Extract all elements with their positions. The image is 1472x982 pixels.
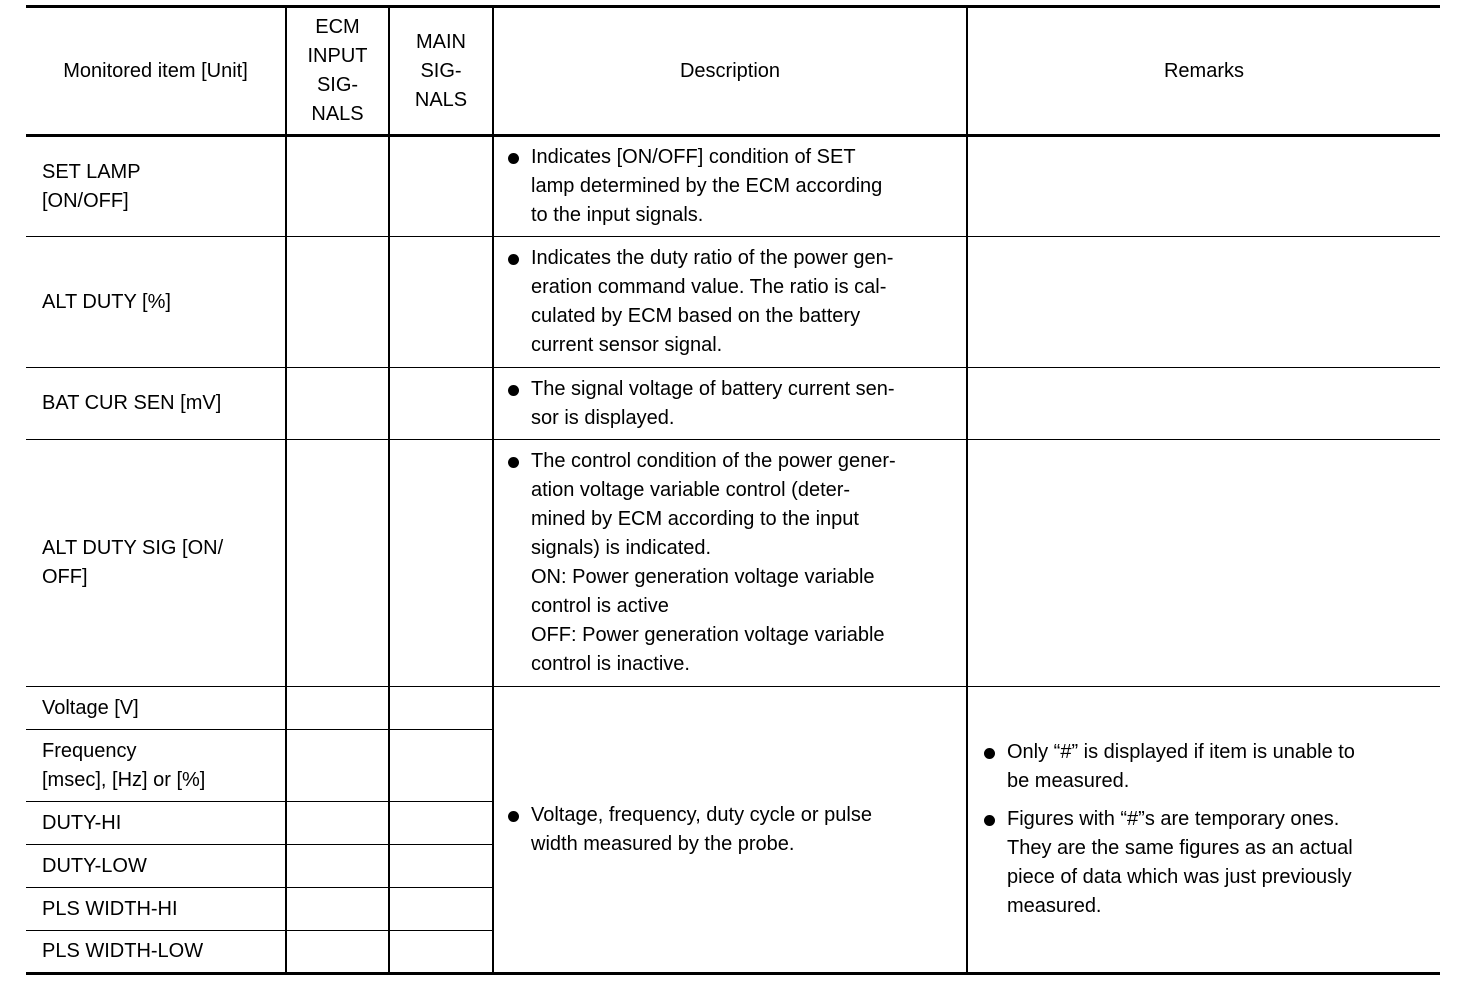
bullet-item bbox=[508, 801, 958, 859]
table-row bbox=[26, 687, 1440, 730]
monitor-item-table bbox=[26, 5, 1440, 975]
item-line: OFF] bbox=[42, 566, 88, 588]
bullet-icon bbox=[508, 254, 519, 265]
description-cell bbox=[493, 237, 967, 368]
monitored-item-cell bbox=[26, 931, 286, 974]
desc-line: culated by ECM based on the battery bbox=[531, 305, 861, 327]
remark-line: Figures with “#”s are temporary ones. bbox=[1007, 808, 1340, 830]
remark-line: measured. bbox=[1007, 895, 1102, 917]
desc-line: ON: Power generation voltage variable bbox=[531, 566, 875, 588]
desc-line: control is inactive. bbox=[531, 653, 690, 675]
bullet-item bbox=[984, 738, 1422, 796]
item-line: ALT DUTY [%] bbox=[42, 290, 171, 313]
item-line: DUTY-HI bbox=[42, 811, 122, 834]
desc-line: The control condition of the power gener- bbox=[531, 450, 896, 472]
main-signal-cell bbox=[389, 368, 493, 440]
bullet-item bbox=[508, 244, 958, 360]
bullet-item bbox=[508, 143, 958, 230]
header-line: SIG- bbox=[316, 74, 359, 96]
monitored-item-cell bbox=[26, 368, 286, 440]
remark-line: They are the same figures as an actual bbox=[1007, 837, 1353, 859]
bullet-icon bbox=[508, 457, 519, 468]
ecm-input-cell bbox=[286, 888, 389, 931]
main-signal-cell bbox=[389, 687, 493, 730]
monitored-item-cell bbox=[26, 730, 286, 802]
monitored-item-cell bbox=[26, 440, 286, 687]
desc-line: current sensor signal. bbox=[531, 334, 723, 356]
desc-line: OFF: Power generation voltage variable bbox=[531, 624, 885, 646]
item-line: Frequency bbox=[42, 739, 137, 762]
description-cell bbox=[493, 440, 967, 687]
monitored-item-cell bbox=[26, 237, 286, 368]
table-header-row bbox=[26, 7, 1440, 136]
ecm-input-cell bbox=[286, 237, 389, 368]
item-line: ALT DUTY SIG [ON/ bbox=[42, 537, 224, 559]
remark-line: piece of data which was just previously bbox=[1007, 866, 1352, 888]
probe-remarks-cell bbox=[967, 687, 1440, 974]
main-signal-cell bbox=[389, 888, 493, 931]
remarks-cell bbox=[967, 440, 1440, 687]
desc-line: eration command value. The ratio is cal- bbox=[531, 276, 887, 298]
header-monitored-item-label: Monitored item [Unit] bbox=[63, 59, 248, 82]
item-line: PLS WIDTH-HI bbox=[42, 897, 178, 920]
desc-line: The signal voltage of battery current sen- bbox=[531, 377, 895, 400]
desc-line: ation voltage variable control (deter- bbox=[531, 479, 851, 501]
description-cell bbox=[493, 136, 967, 237]
desc-line: width measured by the probe. bbox=[531, 832, 795, 855]
remarks-cell bbox=[967, 237, 1440, 368]
desc-line: mined by ECM according to the input bbox=[531, 508, 859, 530]
remark-line: be measured. bbox=[1007, 770, 1130, 792]
bullet-item bbox=[508, 447, 958, 679]
item-line: BAT CUR SEN [mV] bbox=[42, 392, 222, 414]
monitored-item-cell bbox=[26, 845, 286, 888]
ecm-input-cell bbox=[286, 931, 389, 974]
ecm-input-cell bbox=[286, 136, 389, 237]
desc-line: signals) is indicated. bbox=[531, 537, 712, 559]
bullet-item bbox=[508, 375, 958, 433]
monitored-item-cell bbox=[26, 136, 286, 237]
remarks-cell bbox=[967, 368, 1440, 440]
description-cell bbox=[493, 368, 967, 440]
desc-line: Voltage, frequency, duty cycle or pulse bbox=[531, 803, 872, 826]
header-description-label: Description bbox=[679, 59, 781, 82]
bullet-icon bbox=[984, 815, 995, 826]
item-line: [msec], [Hz] or [%] bbox=[42, 768, 206, 791]
monitored-item-cell bbox=[26, 802, 286, 845]
main-signal-cell bbox=[389, 237, 493, 368]
item-line: DUTY-LOW bbox=[42, 854, 147, 877]
item-line: Voltage [V] bbox=[42, 696, 139, 719]
header-line: SIG- bbox=[420, 59, 462, 82]
bullet-icon bbox=[508, 811, 519, 822]
header-monitored-item bbox=[26, 7, 286, 136]
bullet-icon bbox=[508, 153, 519, 164]
table-row bbox=[26, 136, 1440, 237]
table-row bbox=[26, 368, 1440, 440]
bullet-icon bbox=[984, 748, 995, 759]
monitored-item-cell bbox=[26, 687, 286, 730]
ecm-input-cell bbox=[286, 730, 389, 802]
ecm-input-cell bbox=[286, 802, 389, 845]
header-remarks-label: Remarks bbox=[1163, 59, 1244, 82]
main-signal-cell bbox=[389, 931, 493, 974]
header-line: ECM bbox=[315, 16, 360, 38]
header-main-signals bbox=[389, 7, 493, 136]
ecm-input-cell bbox=[286, 845, 389, 888]
item-line: [ON/OFF] bbox=[42, 189, 129, 212]
bullet-icon bbox=[508, 385, 519, 396]
desc-line: lamp determined by the ECM according bbox=[531, 175, 883, 197]
item-line: PLS WIDTH-LOW bbox=[42, 940, 204, 962]
main-signal-cell bbox=[389, 440, 493, 687]
monitored-item-cell bbox=[26, 888, 286, 931]
table-row bbox=[26, 237, 1440, 368]
main-signal-cell bbox=[389, 730, 493, 802]
main-signal-cell bbox=[389, 845, 493, 888]
bullet-item bbox=[984, 805, 1422, 921]
header-line: NALS bbox=[414, 88, 468, 111]
main-signal-cell bbox=[389, 136, 493, 237]
header-line: NALS bbox=[311, 103, 364, 125]
desc-line: Indicates the duty ratio of the power gen- bbox=[531, 247, 894, 269]
remark-line: Only “#” is displayed if item is unable to bbox=[1007, 741, 1355, 763]
remarks-cell bbox=[967, 136, 1440, 237]
ecm-input-cell bbox=[286, 687, 389, 730]
desc-line: control is active bbox=[531, 595, 669, 617]
header-ecm-input-signals bbox=[286, 7, 389, 136]
ecm-input-cell bbox=[286, 440, 389, 687]
desc-line: Indicates [ON/OFF] condition of SET bbox=[531, 146, 856, 168]
header-line: INPUT bbox=[307, 45, 368, 67]
header-description bbox=[493, 7, 967, 136]
main-signal-cell bbox=[389, 802, 493, 845]
desc-line: sor is displayed. bbox=[531, 406, 675, 429]
table-row bbox=[26, 440, 1440, 687]
item-line: SET LAMP bbox=[42, 160, 141, 183]
header-line: MAIN bbox=[416, 30, 466, 53]
desc-line: to the input signals. bbox=[531, 204, 704, 226]
ecm-input-cell bbox=[286, 368, 389, 440]
header-remarks bbox=[967, 7, 1440, 136]
probe-description-cell bbox=[493, 687, 967, 974]
